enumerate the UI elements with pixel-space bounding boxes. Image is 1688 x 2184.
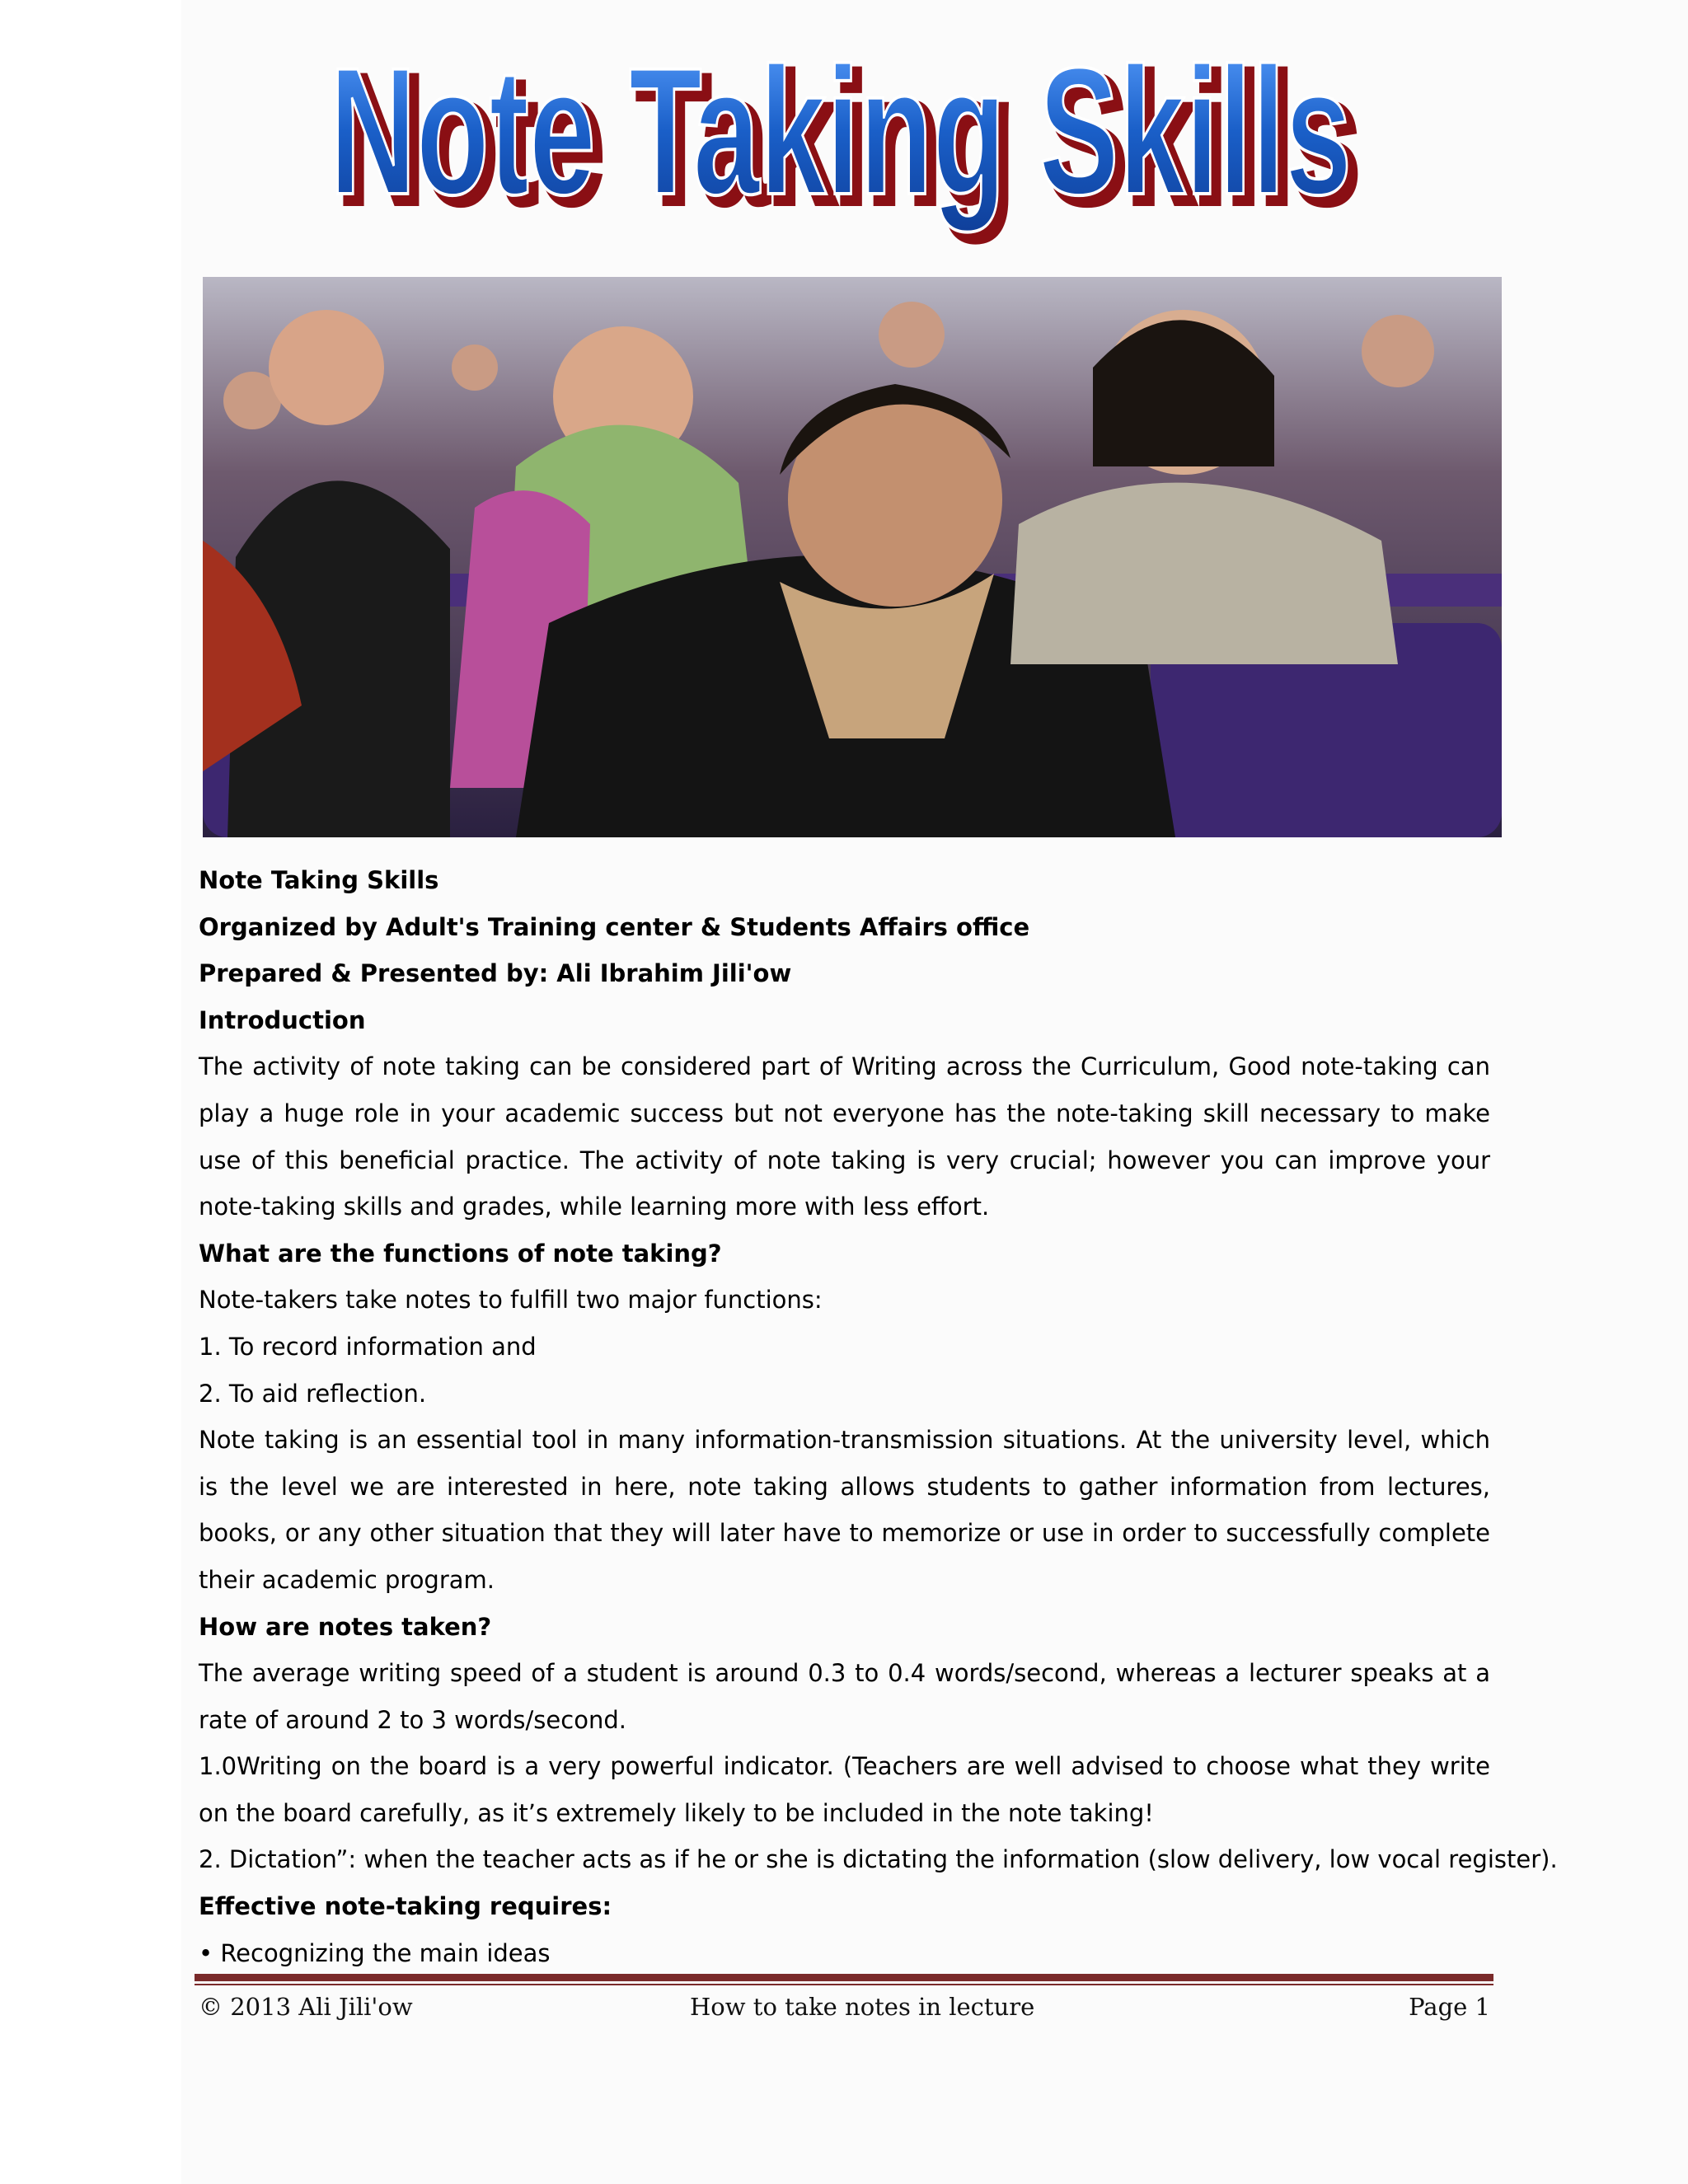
effective-heading: Effective note-taking requires: [199, 1892, 612, 1921]
classroom-photo [203, 277, 1502, 837]
footer-title: How to take notes in lecture [690, 1993, 1035, 2021]
intro-paragraph: The activity of note taking can be considered part of Writing across the Curriculum, Good note-taking can play a huge role in your academic success but not everyone has the note-taking skill necessary to make use of this beneficial practice. The activity of note taking is very crucial; however you can improve your note-taking skills and grades, while learning more with less effort. [199, 1052, 1490, 1221]
document-body [199, 857, 1558, 1976]
classroom-photo-illustration [203, 277, 1502, 837]
how-item-1: 1.0Writing on the board is a very powerful indicator. (Teachers are well advised to choose what they write on the board carefully, as it’s extremely likely to be included in the note taking! [199, 1752, 1490, 1827]
how-item-2: 2. Dictation”: when the teacher acts as if he or she is dictating the information (slow delivery, low vocal register). [199, 1845, 1558, 1874]
footer-copyright: © 2013 Ali Jili'ow [199, 1993, 413, 2021]
effective-bullet: • Recognizing the main ideas [199, 1938, 551, 1967]
how-heading: How are notes taken? [199, 1612, 492, 1641]
doc-title: Note Taking Skills [199, 866, 439, 894]
wordart-title [0, 25, 1688, 272]
how-paragraph: The average writing speed of a student is around 0.3 to 0.4 words/second, whereas a lecturer speaks at a rate of around 2 to 3 words/second. [199, 1659, 1490, 1734]
footer-rule-thin [195, 1984, 1493, 1985]
footer-rule-thick [195, 1974, 1493, 1981]
page-footer [199, 1993, 1490, 2029]
functions-list-item: 2. To aid reflection. [199, 1379, 427, 1408]
introduction-heading: Introduction [199, 1005, 366, 1034]
organizer-line: Organized by Adult's Training center & Students Affairs office [199, 912, 1030, 941]
wordart-title-shadow: Note Taking Skills [338, 38, 1360, 241]
functions-heading: What are the functions of note taking? [199, 1239, 722, 1268]
presenter-line: Prepared & Presented by: Ali Ibrahim Jili'ow [199, 959, 792, 988]
footer-page-number: Page 1 [1409, 1993, 1490, 2021]
wordart-title-text: Note Taking Skills [330, 30, 1352, 232]
functions-list-item: 1. To record information and [199, 1332, 537, 1361]
functions-paragraph: Note taking is an essential tool in many information-transmission situations. At the university level, which is the level we are interested in here, note taking allows students to gather information from lectures, books, or any other situation that they will later have to memorize or use in order to successfully complete their academic program. [199, 1426, 1490, 1594]
functions-intro: Note-takers take notes to fulfill two major functions: [199, 1286, 823, 1315]
